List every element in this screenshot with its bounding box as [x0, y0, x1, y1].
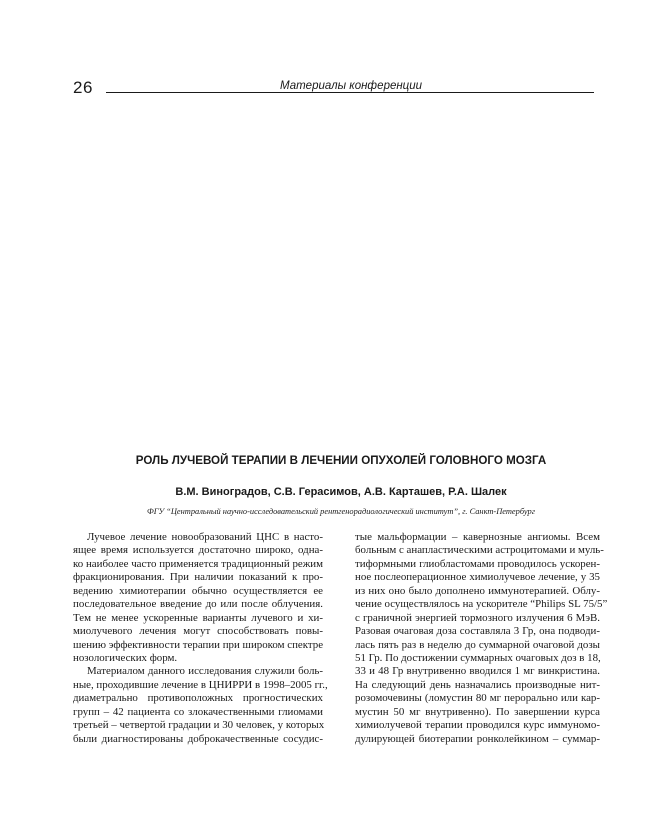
text-line: ведению химиотерапии обычно осуществляется ее — [73, 584, 323, 597]
text-line: были диагностированы доброкачественные сосудис- — [73, 732, 323, 745]
text-line: мустин 50 мг внутривенно). По завершении курса — [355, 705, 600, 718]
running-title: Материалы конференции — [280, 80, 423, 92]
text-line: розомочевины (ломустин 80 мг перорально или кар- — [355, 692, 600, 705]
body-column-right — [355, 531, 608, 746]
text-line: третьей – четвертой градации и 30 человек, у которых — [73, 719, 325, 732]
text-line: ное послеоперационное химиолучевое лечение, у 35 — [355, 571, 600, 584]
text-line: лась пять раз в неделю до суммарной очаговой дозы — [355, 638, 600, 651]
text-line: Материалом данного исследования служили боль- — [87, 665, 323, 678]
text-line: фракционирования. При наличии показаний к про- — [73, 571, 323, 584]
text-line: дулирующей биотерапии ронколейкином – суммар- — [355, 732, 600, 745]
text-line: тые мальформации – кавернозные ангиомы. Всем — [355, 531, 600, 543]
text-line: чение осуществлялось на ускорителе “Philips SL 75/5” — [355, 598, 608, 611]
text-line: 33 и 48 Гр внутривенно вводился 1 мг винкристина. — [355, 665, 600, 678]
article-authors: В.М. Виноградов, С.В. Герасимов, А.В. Карташев, Р.А. Шалек — [175, 486, 507, 498]
text-line: Разовая очаговая доза составляла 3 Гр, она подводи- — [355, 625, 600, 638]
article-affiliation: ФГУ “Центральный научно-исследовательский рентгенорадиологический институт”, г. Санкт-Петербург — [147, 507, 535, 516]
article-title: РОЛЬ ЛУЧЕВОЙ ТЕРАПИИ В ЛЕЧЕНИИ ОПУХОЛЕЙ ГОЛОВНОГО МОЗГА — [135, 454, 547, 467]
header-divider — [106, 92, 594, 93]
text-line: ные, проходившие лечение в ЦНИРРИ в 1998–2005 гг., — [73, 678, 328, 691]
text-line: больным с анапластическими астроцитомами и муль- — [355, 544, 604, 557]
page-number: 26 — [73, 78, 93, 97]
text-line: Тем не менее ускоренные варианты лучевого и хи- — [73, 611, 323, 624]
text-line: нозологических форм. — [73, 651, 178, 664]
text-line: ко наиболее часто применяется традиционный режим — [73, 557, 323, 570]
text-line: 51 Гр. По достижении суммарных очаговых доз в 18, — [355, 651, 601, 664]
text-line: шению эффективности терапии при широком спектре — [73, 638, 324, 651]
text-line: На следующий день назначались производные нит- — [355, 678, 600, 691]
text-line: диаметрально противоположных прогностических — [73, 692, 323, 705]
text-line: Лучевое лечение новообразований ЦНС в насто- — [87, 531, 323, 543]
text-line: миолучевого лечения могут способствовать повы- — [73, 625, 323, 638]
text-line: из них оно было дополнено иммунотерапией. Облу- — [355, 584, 600, 597]
text-line: тиформными глиобластомами проводилось ускорен- — [355, 557, 600, 570]
text-line: с граничной энергией тормозного излучения 6 МэВ. — [355, 611, 600, 624]
text-line: ящее время используется достаточно широко, одна- — [73, 544, 323, 557]
text-line: групп – 42 пациента со злокачественными глиомами — [73, 705, 323, 718]
text-line: последовательное введение до или после облучения. — [73, 598, 323, 611]
body-column-left — [73, 531, 328, 746]
text-line: химиолучевой терапии проводился курс иммуномо- — [355, 719, 600, 732]
